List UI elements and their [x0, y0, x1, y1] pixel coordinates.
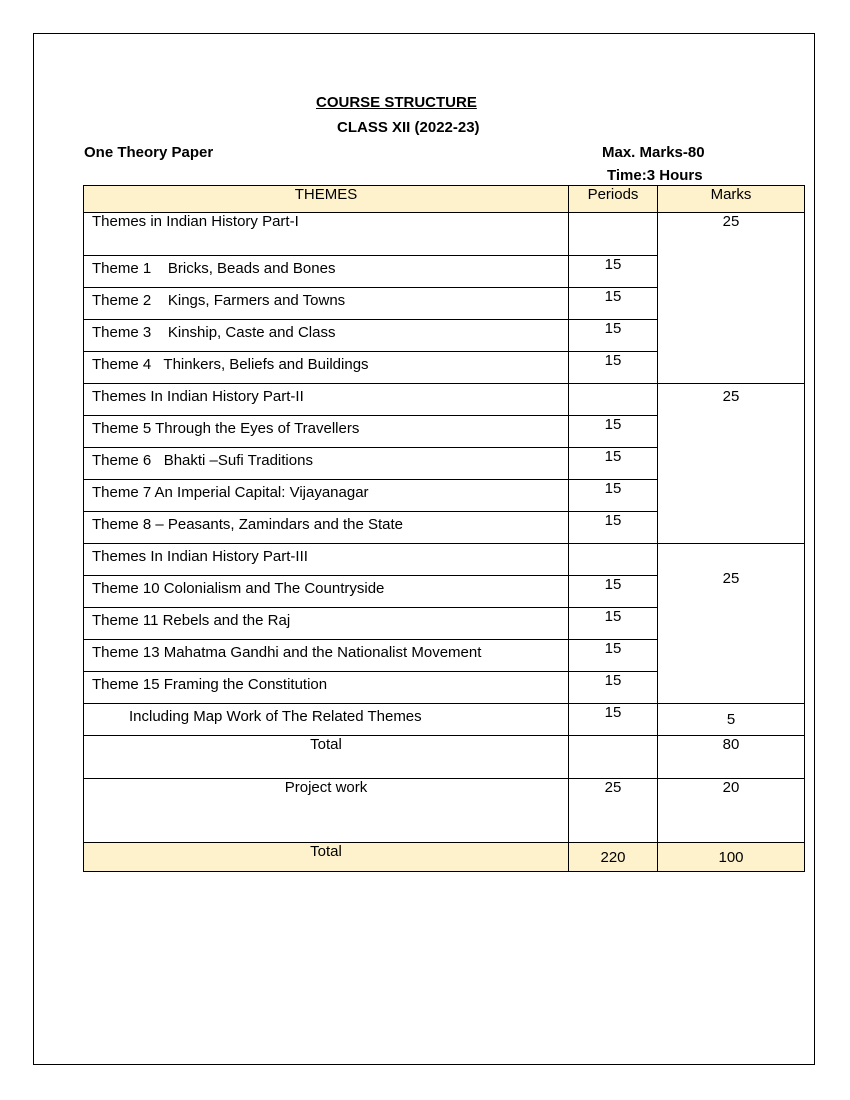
- part2-marks: 25: [658, 384, 805, 544]
- grand-total-row: [84, 843, 805, 872]
- column-header-periods: Periods: [569, 186, 658, 213]
- column-header-themes: THEMES: [84, 186, 569, 213]
- part1-title: Themes in Indian History Part-I: [84, 213, 569, 256]
- project-marks: 20: [658, 779, 805, 843]
- grand-total-periods: 220: [569, 843, 658, 872]
- theme-cell: Theme 5 Through the Eyes of Travellers: [84, 416, 569, 448]
- periods-cell: 15: [569, 672, 658, 704]
- column-header-marks: Marks: [658, 186, 805, 213]
- periods-cell: 15: [569, 576, 658, 608]
- table-header-row: [84, 186, 805, 213]
- theme-cell: Theme 7 An Imperial Capital: Vijayanagar: [84, 480, 569, 512]
- part3-periods: [569, 544, 658, 576]
- theme-cell: Theme 15 Framing the Constitution: [84, 672, 569, 704]
- periods-cell: 15: [569, 288, 658, 320]
- periods-cell: 15: [569, 640, 658, 672]
- periods-cell: 15: [569, 352, 658, 384]
- periods-cell: 15: [569, 416, 658, 448]
- periods-cell: 15: [569, 608, 658, 640]
- part-title-row: [84, 384, 805, 416]
- periods-cell: 15: [569, 448, 658, 480]
- project-periods: 25: [569, 779, 658, 843]
- theme-cell: Theme 4 Thinkers, Beliefs and Buildings: [84, 352, 569, 384]
- part-title-row: [84, 213, 805, 256]
- part1-marks: 25: [658, 213, 805, 384]
- course-structure-table: [83, 185, 805, 872]
- map-work-row: [84, 704, 805, 736]
- project-label: Project work: [84, 779, 569, 843]
- periods-cell: 15: [569, 512, 658, 544]
- subtotal-marks: 80: [658, 736, 805, 779]
- max-marks-label: Max. Marks-80: [602, 144, 705, 161]
- paper-label: One Theory Paper: [84, 144, 214, 161]
- part1-periods: [569, 213, 658, 256]
- theme-cell: Theme 8 – Peasants, Zamindars and the State: [84, 512, 569, 544]
- subtotal-row: [84, 736, 805, 779]
- theme-cell: Theme 2 Kings, Farmers and Towns: [84, 288, 569, 320]
- periods-cell: 15: [569, 320, 658, 352]
- theme-cell: Theme 6 Bhakti –Sufi Traditions: [84, 448, 569, 480]
- theme-cell: Theme 11 Rebels and the Raj: [84, 608, 569, 640]
- theme-cell: Theme 3 Kinship, Caste and Class: [84, 320, 569, 352]
- part2-title: Themes In Indian History Part-II: [84, 384, 569, 416]
- part3-title: Themes In Indian History Part-III: [84, 544, 569, 576]
- part2-periods: [569, 384, 658, 416]
- grand-total-label: Total: [84, 843, 569, 872]
- project-row: [84, 779, 805, 843]
- subtotal-label: Total: [84, 736, 569, 779]
- periods-cell: 15: [569, 256, 658, 288]
- subtotal-periods: [569, 736, 658, 779]
- theme-cell: Theme 13 Mahatma Gandhi and the Nationalist Movement: [84, 640, 569, 672]
- time-label: Time:3 Hours: [607, 167, 703, 184]
- periods-cell: 15: [569, 480, 658, 512]
- part3-marks: 25: [658, 544, 805, 704]
- theme-cell: Theme 1 Bricks, Beads and Bones: [84, 256, 569, 288]
- grand-total-marks: 100: [658, 843, 805, 872]
- map-work-marks: 5: [658, 704, 805, 736]
- class-subtitle: CLASS XII (2022-23): [337, 119, 480, 136]
- map-work-periods: 15: [569, 704, 658, 736]
- page-title: COURSE STRUCTURE: [316, 94, 477, 111]
- map-work-label: Including Map Work of The Related Themes: [84, 704, 569, 736]
- part-title-row: [84, 544, 805, 576]
- theme-cell: Theme 10 Colonialism and The Countryside: [84, 576, 569, 608]
